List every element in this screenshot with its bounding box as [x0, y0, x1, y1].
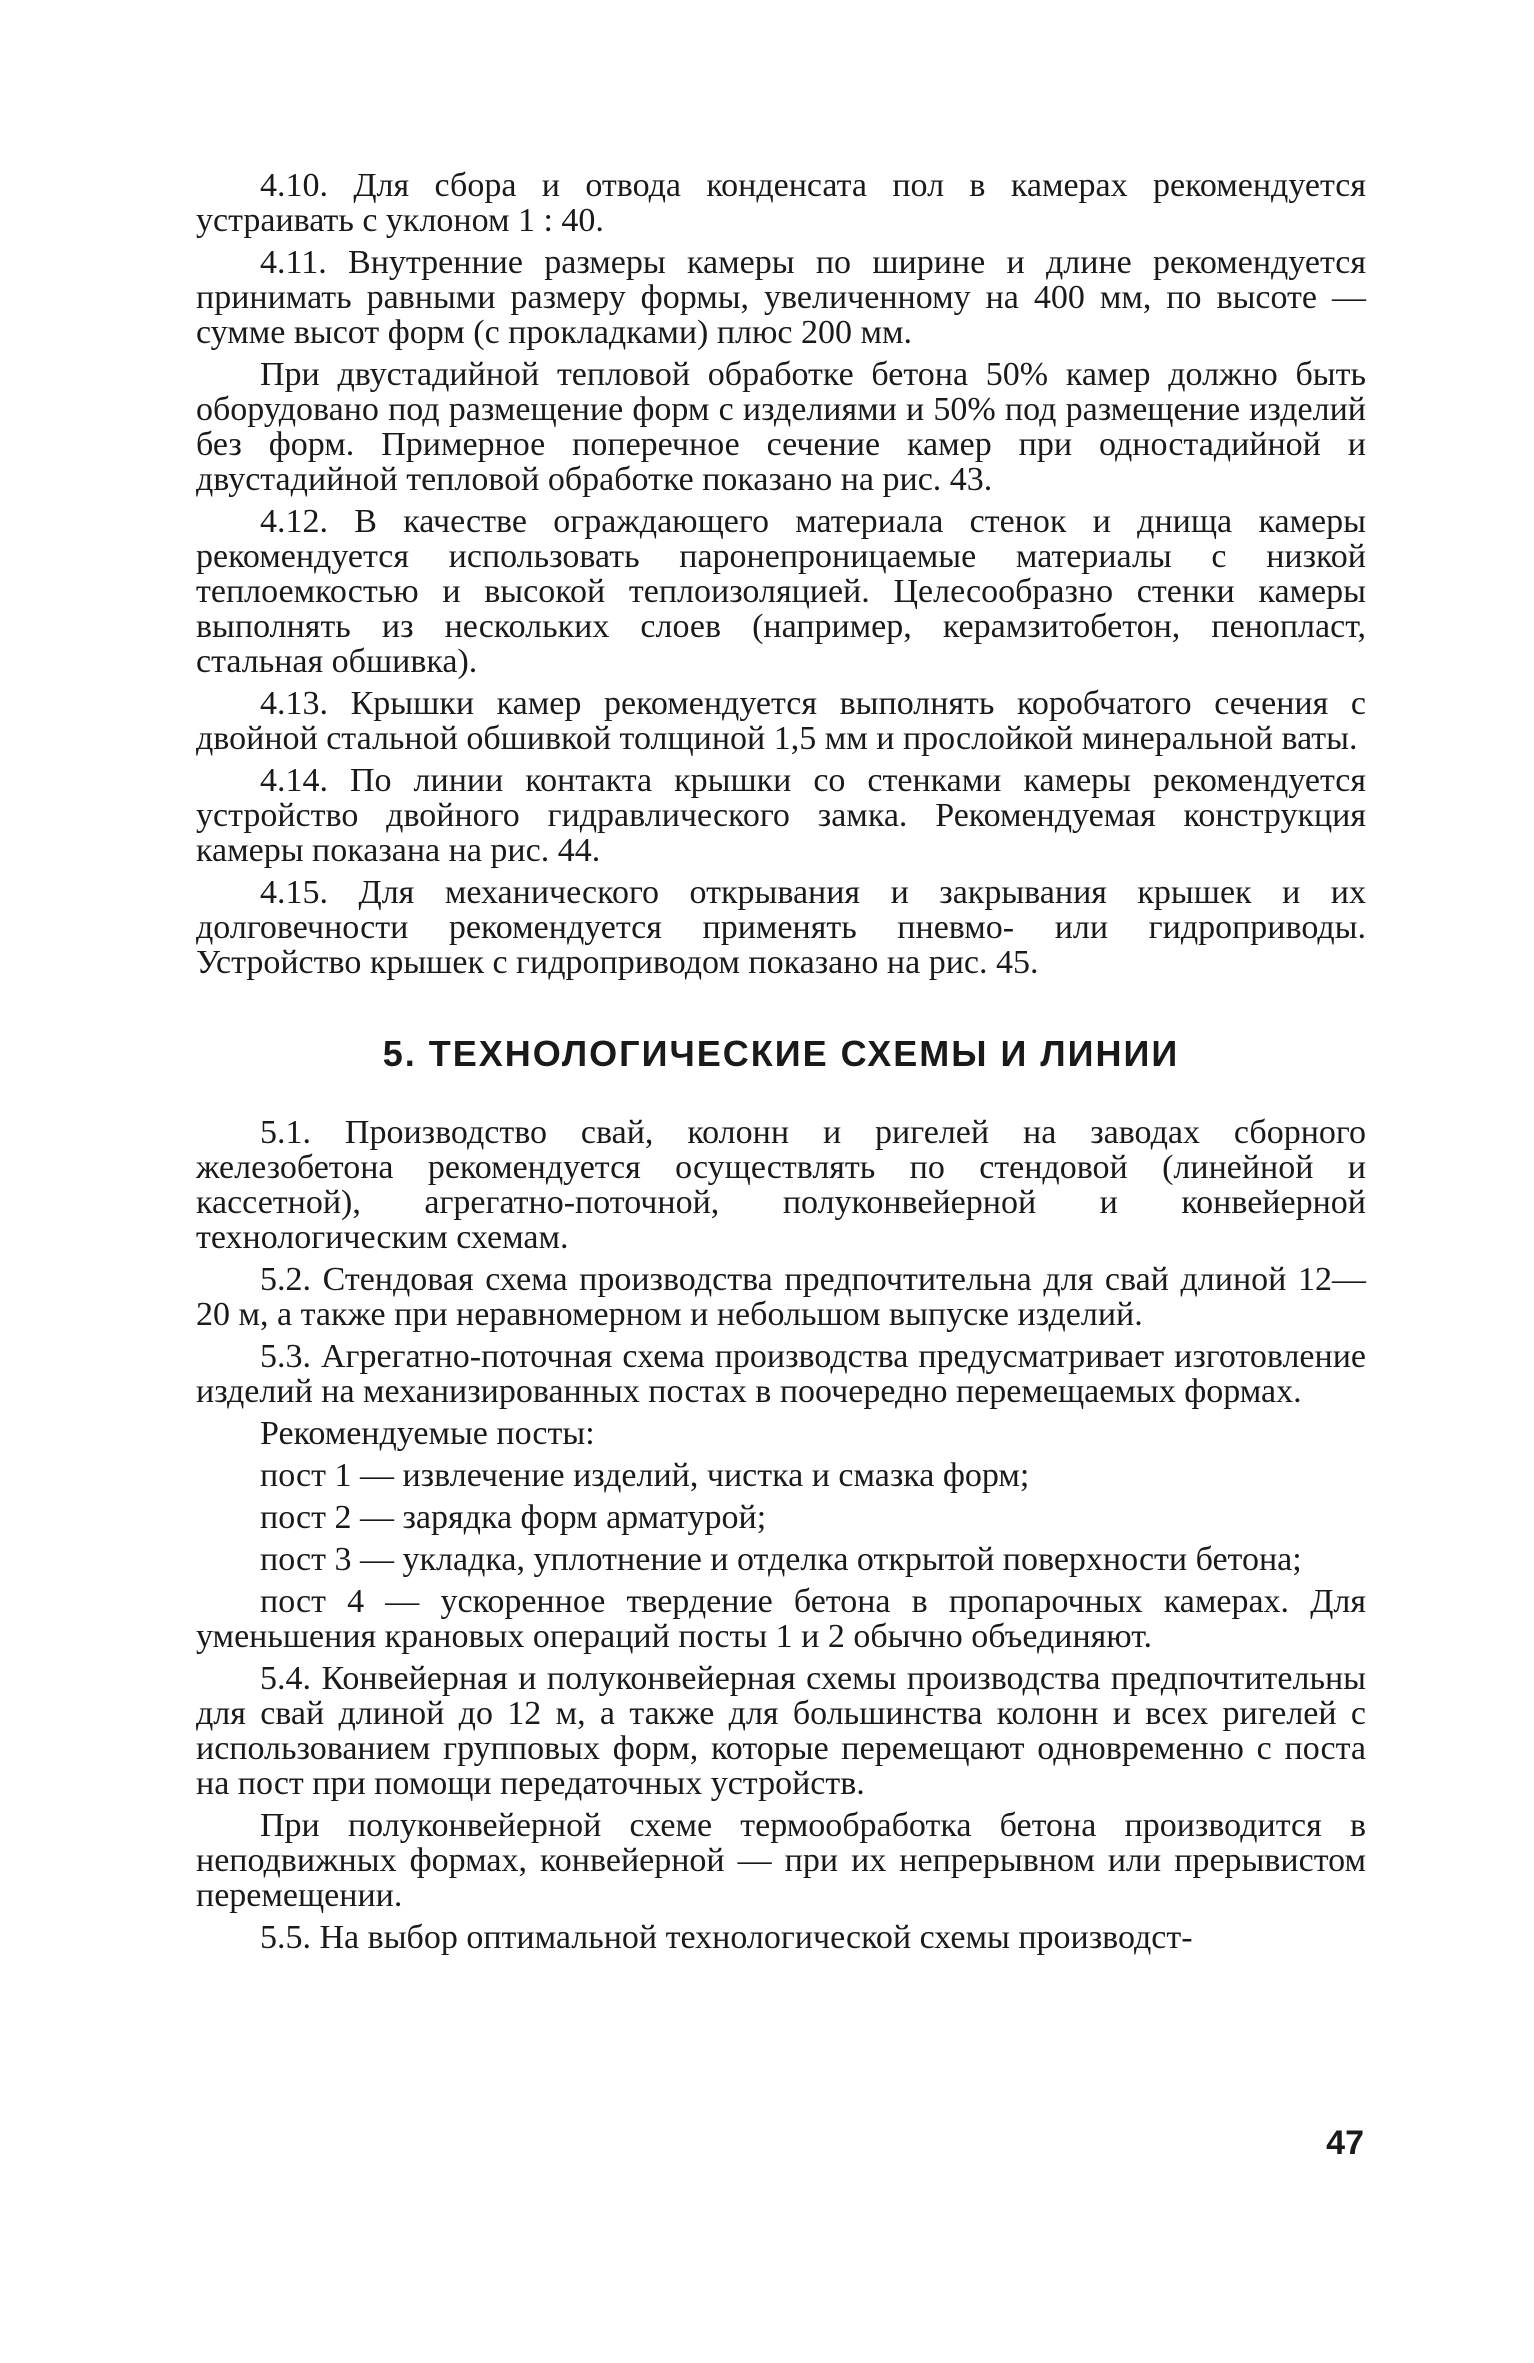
post-item-2: пост 2 — зарядка форм арматурой;	[260, 1499, 767, 1536]
paragraph-5-4: 5.4. Конвейерная и полуконвейерная схемы производства предпочтительны для свай длиной до 12 м, а также для большинства колонн и всех ригелей с использованием групповых форм, которые перемещают одновременно с поста на пост при помощи передаточных устройств.	[196, 1660, 1366, 1802]
post-item-4: пост 4 — ускоренное твердение бетона в пропарочных камерах. Для уменьшения крановых операций посты 1 и 2 обычно объединяют.	[196, 1583, 1366, 1655]
paragraph-5-1: 5.1. Производство свай, колонн и ригелей на заводах сборного железобетона рекомендуется осуществлять по стендовой (линейной и кассетной), агрегатно-поточной, полуконвейерной и конвейерной технологическим схемам.	[196, 1114, 1366, 1256]
page-number: 47	[1326, 2124, 1364, 2162]
paragraph-4-15: 4.15. Для механического открывания и закрывания крышек и их долговечности рекомендуется применять пневмо- или гидроприводы. Устройство крышек с гидроприводом показано на рис. 45.	[196, 874, 1366, 981]
paragraph-5-5: 5.5. На выбор оптимальной технологической схемы производст-	[260, 1919, 1193, 1956]
paragraph-4-10: 4.10. Для сбора и отвода конденсата пол в камерах рекомендуется устраивать с уклоном 1 : 40.	[196, 167, 1366, 239]
paragraph-5-3: 5.3. Агрегатно-поточная схема производства предусматривает изготовление изделий на механизированных постах в поочередно перемещаемых формах.	[196, 1338, 1366, 1410]
paragraph-4-13: 4.13. Крышки камер рекомендуется выполнять коробчатого сечения с двойной стальной обшивкой толщиной 1,5 мм и прослойкой минеральной ваты.	[196, 685, 1366, 757]
paragraph-4-11: 4.11. Внутренние размеры камеры по ширине и длине рекомендуется принимать равными размеру формы, увеличенному на 400 мм, по высоте — сумме высот форм (с прокладками) плюс 200 мм.	[196, 244, 1366, 351]
post-item-1: пост 1 — извлечение изделий, чистка и смазка форм;	[260, 1457, 1030, 1494]
post-item-3: пост 3 — укладка, уплотнение и отделка открытой поверхности бетона;	[260, 1541, 1302, 1578]
posts-intro: Рекомендуемые посты:	[260, 1415, 595, 1452]
paragraph-5-2: 5.2. Стендовая схема производства предпочтительна для свай длиной 12—20 м, а также при неравномерном и небольшом выпуске изделий.	[196, 1261, 1366, 1333]
section-heading: 5. ТЕХНОЛОГИЧЕСКИЕ СХЕМЫ И ЛИНИИ	[382, 1033, 1180, 1074]
paragraph-4-14: 4.14. По линии контакта крышки со стенками камеры рекомендуется устройство двойного гидравлического замка. Рекомендуемая конструкция камеры показана на рис. 44.	[196, 762, 1366, 869]
paragraph-two-stage: При двустадийной тепловой обработке бетона 50% камер должно быть оборудовано под размещение форм с изделиями и 50% под размещение изделий без форм. Примерное поперечное сечение камер при одностадийной и двустадийной тепловой обработке показано на рис. 43.	[196, 356, 1366, 498]
paragraph-semi-conveyor: При полуконвейерной схеме термообработка бетона производится в неподвижных формах, конвейерной — при их непрерывном или прерывистом перемещении.	[196, 1807, 1366, 1914]
page-body	[196, 168, 1366, 1962]
paragraph-4-12: 4.12. В качестве ограждающего материала стенок и днища камеры рекомендуется использовать паронепроницаемые материалы с низкой теплоемкостью и высокой теплоизоляцией. Целесообразно стенки камеры выполнять из нескольких слоев (например, керамзитобетон, пенопласт, стальная обшивка).	[196, 503, 1366, 680]
